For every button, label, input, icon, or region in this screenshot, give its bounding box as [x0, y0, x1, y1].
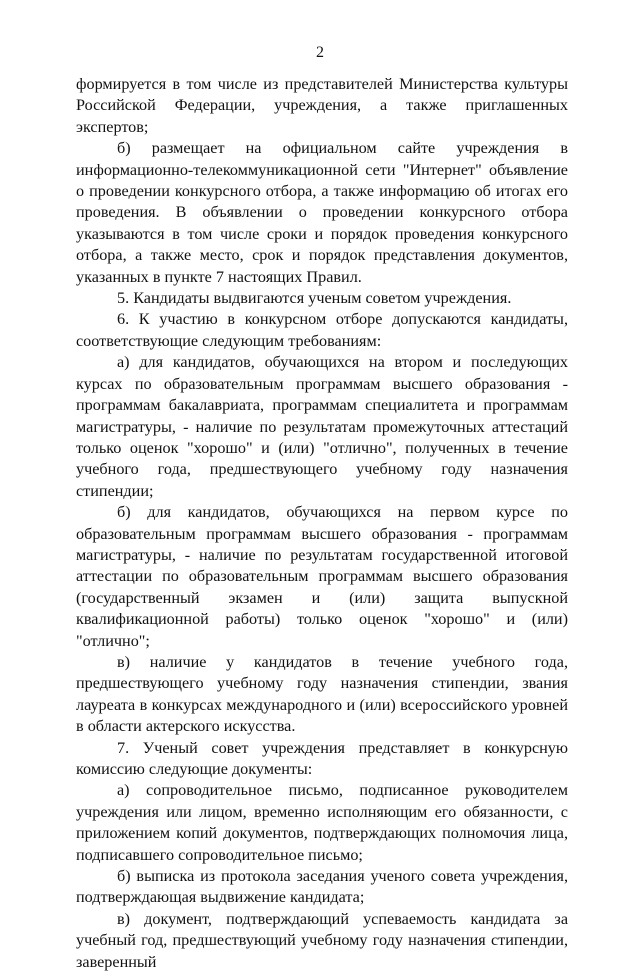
page-number: 2: [316, 44, 324, 61]
paragraph-continuation: формируется в том числе из представителей Министерства культуры Российской Федерации, учреждения, а также приглашенных экспертов;: [76, 75, 568, 136]
paragraph-6b-requirements: б) для кандидатов, обучающихся на первом курсе по образовательным программам высшего образования - программам магистратуры, - наличие по результатам государственной итоговой аттестации по образовательным программам высшего образования (государственный экзамен и (или) защита выпускной квалификационной работы) только оценок "хорошо" и (или) "отлично";: [76, 503, 568, 650]
paragraph-6-eligibility: 6. К участию в конкурсном отборе допускаются кандидаты, соответствующие следующим требованиям:: [76, 310, 568, 350]
document-body: [76, 74, 568, 973]
paragraph-6a-requirements: а) для кандидатов, обучающихся на втором и последующих курсах по образовательным программам высшего образования - программам бакалавриата, программам специалитета и программам магистратуры, - наличие по результатам промежуточных аттестаций только оценок "хорошо" и (или) "отлично", полученных в течение учебного года, предшествующего учебному году назначения стипендии;: [76, 353, 568, 500]
paragraph-7-documents: 7. Ученый совет учреждения представляет в конкурсную комиссию следующие документы:: [76, 738, 568, 778]
paragraph-7a-cover-letter: а) сопроводительное письмо, подписанное руководителем учреждения или лицом, временно исполняющим его обязанности, с приложением копий документов, подтверждающих полномочия лица, подписавшего сопроводительное письмо;: [76, 781, 568, 864]
paragraph-5-candidates: 5. Кандидаты выдвигаются ученым советом учреждения.: [117, 289, 512, 308]
paragraph-6c-requirements: в) наличие у кандидатов в течение учебного года, предшествующего учебному году назначения стипендии, звания лауреата в конкурсах международного и (или) всероссийского уровней в области актерского искусства.: [76, 652, 568, 736]
paragraph-7c-academic-record: в) документ, подтверждающий успеваемость кандидата за учебный год, предшествующий учебному году назначения стипендии, заверенный: [76, 909, 568, 971]
paragraph-item-b-website: б) размещает на официальном сайте учреждения в информационно-телекоммуникационной сети "Интернет" объявление о проведении конкурсного отбора, а также информацию об итогах его проведения. В объявлении о проведении конкурсного отбора указываются в том числе сроки и порядок проведения конкурсного отбора, а также место, срок и порядок представления документов, указанных в пункте 7 настоящих Правил.: [76, 139, 568, 286]
paragraph-7b-protocol-extract: б) выписка из протокола заседания ученого совета учреждения, подтверждающая выдвижение кандидата;: [76, 867, 568, 907]
